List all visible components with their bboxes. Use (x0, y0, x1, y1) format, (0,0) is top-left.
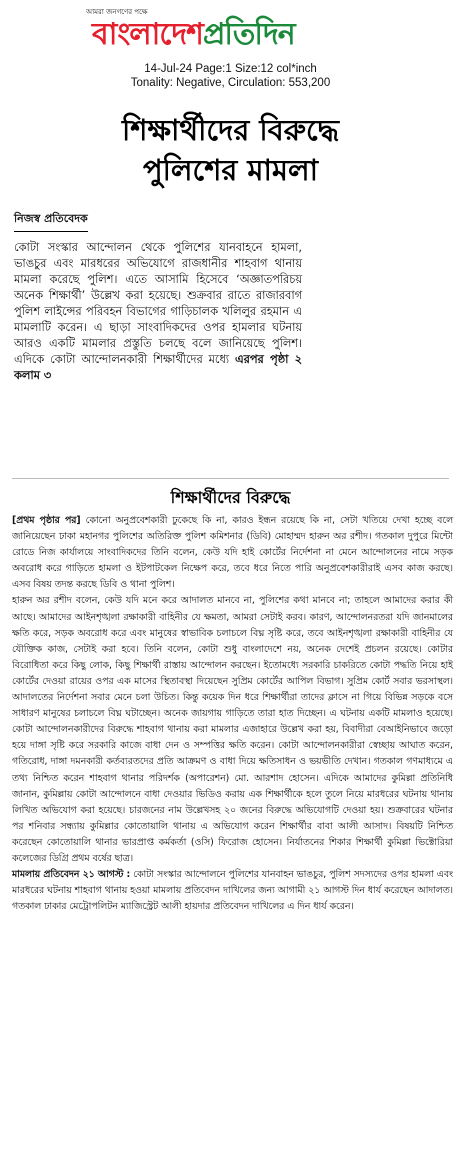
meta-line-2: Tonality: Negative, Circulation: 553,200 (130, 77, 331, 89)
logo-part-1: বাংলাদেশ (92, 17, 203, 52)
article-headline (20, 110, 441, 190)
continuation-paragraph-1 (12, 513, 453, 593)
clipping-meta (0, 62, 461, 90)
headline-line-2: পুলিশের মামলা (142, 153, 319, 187)
logo-part-2: প্রতিদিন (202, 17, 295, 52)
paragraph-3-text: কোটা সংস্কার আন্দোলনে পুলিশের যানবাহন ভাঙচুর, পুলিশ সদস্যদের ওপর হামলা এবং মারধরের ঘটনায় শাহবাগ থানায় হওয়া মামলায় প্রতিবেদন দাখিলের জন্য আগামী ২১ আগস্ট দিন ধার্য করেছেন আদালত। গতকাল ঢাকার মেট্রোপলিটন ম্যাজিস্ট্রেট আলী হায়দার প্রতিবেদন দাখিলের এ দিন ধার্য করেন। (12, 869, 453, 913)
continuation-paragraph-2: হারুন অর রশীদ বলেন, কেউ যদি মনে করে আদালত মানবে না, পুলিশের কথা মানবে না; তাহলে আমাদের করার কী আছে। আমাদের আইনশৃঙ্খলা রক্ষাকারী বাহিনীর যে ক্ষমতা, আমরা সেটাই করব। কারণ, আন্দোলনরতরা যদি জানমালের ক্ষতি করে, সড়ক অবরোধ করে এবং মানুষের স্বাভাবিক চলাচলে বিঘ্ন সৃষ্টি করে, তবে আইনশৃঙ্খলা রক্ষাকারী বাহিনীর যে যৌক্তিক কাজ, সেটাই করা হবে। তিনি বলেন, কোটা শুধু বাংলাদেশে নয়, অনেক দেশেই প্রচলন রয়েছে। কোটার বিরোধিতা করে কিছু লোক, কিছু শিক্ষার্থী রাস্তায় আন্দোলন করছেন। ইতোমধ্যে সরকারি চাকরিতে কোটা পদ্ধতি নিয়ে হাই কোর্টের দেওয়া রায়ের ওপর এক মাসের স্থিতাবস্থা দিয়েছেন সুপ্রিম কোর্টের আপিল বিভাগ। সুপ্রিম কোর্ট সবার ভরসাস্থল। আদালতের নির্দেশনা সবার মেনে চলা উচিত। কিন্তু কয়েক দিন ধরে শিক্ষার্থীরা তাদের ক্লাসে না গিয়ে বিভিন্ন সড়কে বসে সাধারণ মানুষের চলাচলে বিঘ্ন ঘটাচ্ছেন। অনেক জায়গায় গাড়িতে তারা হাত দিচ্ছেন। এ ঘটনায় একটি মামলাও হয়েছে। কোটা আন্দোলনকারীদের বিরুদ্ধে শাহবাগ থানায় করা মামলার এজাহারে উল্লেখ করা হয়, বিবাদীরা বেআইনিভাবে জড়ো হয়ে দাঙ্গা সৃষ্টি করে সরকারি কাজে বাধা দেন ও সম্পত্তির ক্ষতি করেন। কোটা আন্দোলনকারীরা স্বেচ্ছায় আঘাত করেন, গতিরোধ, দাঙ্গা দমনকারী কর্তব্যরতদের প্রতি আক্রমণ ও বাধা দিয়ে ক্ষতিসাধন ও ভয়ভীতি দেখান। গতকাল গণমাধ্যমে এ তথ্য নিশ্চিত করেন শাহবাগ থানার পরিদর্শক (অপারেশন) মো. আরশাদ হোসেন। এদিকে আমাদের কুমিল্লা প্রতিনিধি জানান, কুমিল্লায় কোটা আন্দোলনে বাধা দেওয়ার ভিডিও করায় এক শিক্ষার্থীকে হলে তুলে নিয়ে মারধরের ঘটনায় থানায় লিখিত অভিযোগ করা হয়েছে। চারজনের নাম উল্লেখসহ ২০ জনের বিরুদ্ধে অভিযোগটি দেওয়া হয়। শুক্রবারের ঘটনার পর শনিবার সন্ধ্যায় কুমিল্লার কোতোয়ালি থানায় এ অভিযোগ করেন শিক্ষার্থীর বাবা আলী আসাদ। বিষয়টি নিশ্চিত করেছেন কোতোয়ালি থানার ভারপ্রাপ্ত কর্মকর্তা (ওসি) ফিরোজ হোসেন। নির্যাতনের শিকার শিক্ষার্থী কুমিল্লা ভিক্টোরিয়া কলেজের ডিগ্রি প্রথম বর্ষের ছাত্র। (12, 595, 453, 864)
jump-reference: এরপর পৃষ্ঠা ২ কলাম ৩ (14, 353, 302, 382)
meta-line-1: 14-Jul-24 Page:1 Size:12 col*inch (144, 63, 317, 75)
masthead-tagline: আমরা জনগণের পক্ষে (86, 8, 148, 16)
continuation-body (12, 513, 453, 915)
headline-line-1: শিক্ষার্থীদের বিরুদ্ধে (122, 113, 339, 147)
lead-paragraph (14, 240, 302, 384)
masthead (0, 4, 461, 56)
lead-text: কোটা সংস্কার আন্দোলন থেকে পুলিশের যানবাহনে হামলা, ভাঙচুর এবং মারধরের অভিযোগে রাজধানীর শাহবাগ থানায় মামলা করেছে পুলিশ। এতে আসামি হিসেবে ‘অজ্ঞাতপরিচয় অনেক শিক্ষার্থী’ উল্লেখ করা হয়েছে। শুক্রবার রাতে রাজারবাগ পুলিশ লাইন্সের পরিবহন বিভাগের গাড়িচালক খলিলুর রহমান এ মামলাটি করেন। এ ছাড়া সাংবাদিকদের ওপর হামলার ঘটনায় আরও একটি মামলার প্রস্তুতি চলছে বলে জানিয়েছে পুলিশ। এদিকে কোটা আন্দোলনকারী শিক্ষার্থীদের মধ্যে (14, 241, 302, 366)
paragraph-1-text: কোনো অনুপ্রবেশকারী ঢুকেছে কি না, কারও ইন্ধন রয়েছে কি না, সেটা খতিয়ে দেখা হচ্ছে বলে জানিয়েছেন ঢাকা মহানগর পুলিশের অতিরিক্ত পুলিশ কমিশনার (ডিবি) মোহাম্মদ হারুন অর রশীদ। গতকাল দুপুরে মিন্টো রোডে নিজ কার্যালয়ে সাংবাদিকদের তিনি বলেন, কেউ যদি হাই কোর্টের নির্দেশনা না মেনে আন্দোলনের নামে সড়ক অবরোধ করে গাড়িতে হামলা ও ইটপাটকেল নিক্ষেপ করে, তবে ধরে নিতে পারি অনুপ্রবেশকারীরাই এসব কাজ করছে। এসব বিষয় তদন্ত করছে ডিবি ও থানা পুলিশ। (12, 515, 454, 591)
continuation-headline: শিক্ষার্থীদের বিরুদ্ধে (170, 488, 291, 507)
section-divider (12, 478, 449, 479)
reporter-byline: নিজস্ব প্রতিবেদক (14, 210, 88, 232)
newspaper-logo (92, 16, 295, 54)
continuation-label: [প্রথম পৃষ্ঠার পর] (12, 515, 81, 526)
continuation-paragraph-3 (12, 867, 453, 915)
paragraph-3-label: মামলায় প্রতিবেদন ২১ আগস্ট : (12, 869, 131, 881)
